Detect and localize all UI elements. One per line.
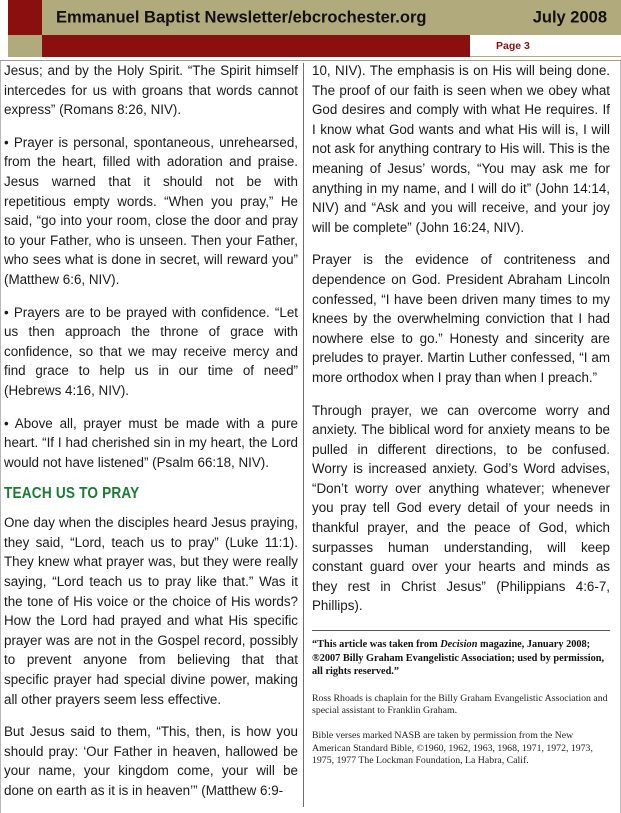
bible-version-note: Bible verses marked NASB are taken by permission from the New American Standard Bible, ©1960, 1962, 1963, 1968, 1971, 1972, 1973, 1975, 1977 The Lockman Foundation, La Habra, Calif. [312,730,593,767]
paragraph: Prayer is the evidence of contriteness and dependence on God. President Abraham Lincoln confessed, “I have been driven many times to my knees by the overwhelming conviction that I had nowhere else to go.” Honesty and sincerity are preludes to prayer. Martin Luther confessed, “I am more orthodox when I pray than when I preach.” [312,252,610,385]
footnotes-block [312,630,610,768]
masthead-khaki-band [42,0,621,35]
left-column [4,61,298,801]
masthead-left-khaki-block [8,35,42,57]
page-left-edge-rule [0,61,1,813]
page-number-label: Page 3 [496,39,530,52]
newsletter-title: Emmanuel Baptist Newsletter/ebcrochester.org [56,8,427,26]
masthead-red-band [42,35,470,57]
credit-magazine-name: Decision [440,639,478,651]
paragraph: But Jesus said to them, “This, then, is how you should pray: ‘Our Father in heaven, hallowed be your name, your kingdom come, your will be done on earth as it is in heaven’” (Matthew 6:9- [4,724,298,798]
column-divider-rule [303,63,304,807]
paragraph: One day when the disciples heard Jesus praying, they said, “Lord, teach us to pray” (Luke 11:1). They knew what prayer was, but they were really saying, “Lord teach us to pray like that.” Was it the tone of His voice or the choice of His words? How the Lord had prayed and what His specific prayer was are not in the Gospel record, possibly to prevent anyone from believing that that specific prayer had special divine power, making all other prayers seem less effective. [4,515,298,707]
section-heading: TEACH US TO PRAY [4,485,140,503]
right-column [312,61,610,768]
issue-date: July 2008 [532,8,607,26]
author-bio-note: Ross Rhoads is chaplain for the Billy Graham Evangelistic Association and special assistant to Franklin Graham. [312,692,608,717]
paragraph: • Above all, prayer must be made with a pure heart. “If I had cherished sin in my heart, the Lord would not have listened” (Psalm 66:18, NIV). [4,415,298,470]
paragraph: Jesus; and by the Holy Spirit. “The Spirit himself intercedes for us with groans that words cannot express” (Romans 8:26, NIV). [4,63,298,118]
article-credit-note [312,638,610,679]
masthead-left-red-block [8,0,42,35]
paragraph: • Prayers are to be prayed with confidence. “Let us then approach the throne of grace with confidence, so that we may receive mercy and find grace to help us in our time of need” (Hebrews 4:16, NIV). [4,304,298,398]
masthead-title-row [0,0,621,35]
masthead [0,0,621,57]
masthead-page-row [0,35,621,57]
paragraph: • Prayer is personal, spontaneous, unrehearsed, from the heart, filled with adoration and praise. Jesus warned that it should not be with repetitious empty words. “When you pray,” He said, “go into your room, close the door and pray to your Father, who is unseen. Then your Father, who sees what is done in secret, will reward you” (Matthew 6:6, NIV). [4,134,298,287]
paragraph: 10, NIV). The emphasis is on His will being done. The proof of our faith is seen when we obey what God desires and comply with what He requires. If I know what God wants and what His will is, I will not ask for anything contrary to His will. This is the meaning of Jesus’ words, “You may ask me for anything in my name, and I will do it” (John 14:14, NIV) and “Ask and you will receive, and your joy will be complete” (John 16:24, NIV). [312,63,610,235]
page-number-box [470,35,621,57]
article-body [0,60,621,813]
credit-suffix: magazine, January 2008; ®2007 Billy Graham Evangelistic Association; used by permission, all rights reserved.” [312,639,605,678]
credit-prefix: “This article was taken from [312,639,441,651]
paragraph: Through prayer, we can overcome worry and anxiety. The biblical word for anxiety means to be pulled in different directions, to be confused. Worry is increased anxiety. God’s Word advises, “Don’t worry over anything whatever; whenever you pray tell God every detail of your needs in thankful prayer, and the peace of God, which surpasses human understanding, will keep constant guard over your hearts and minds as they rest in Christ Jesus” (Philippians 4:6-7, Phillips). [312,402,610,614]
